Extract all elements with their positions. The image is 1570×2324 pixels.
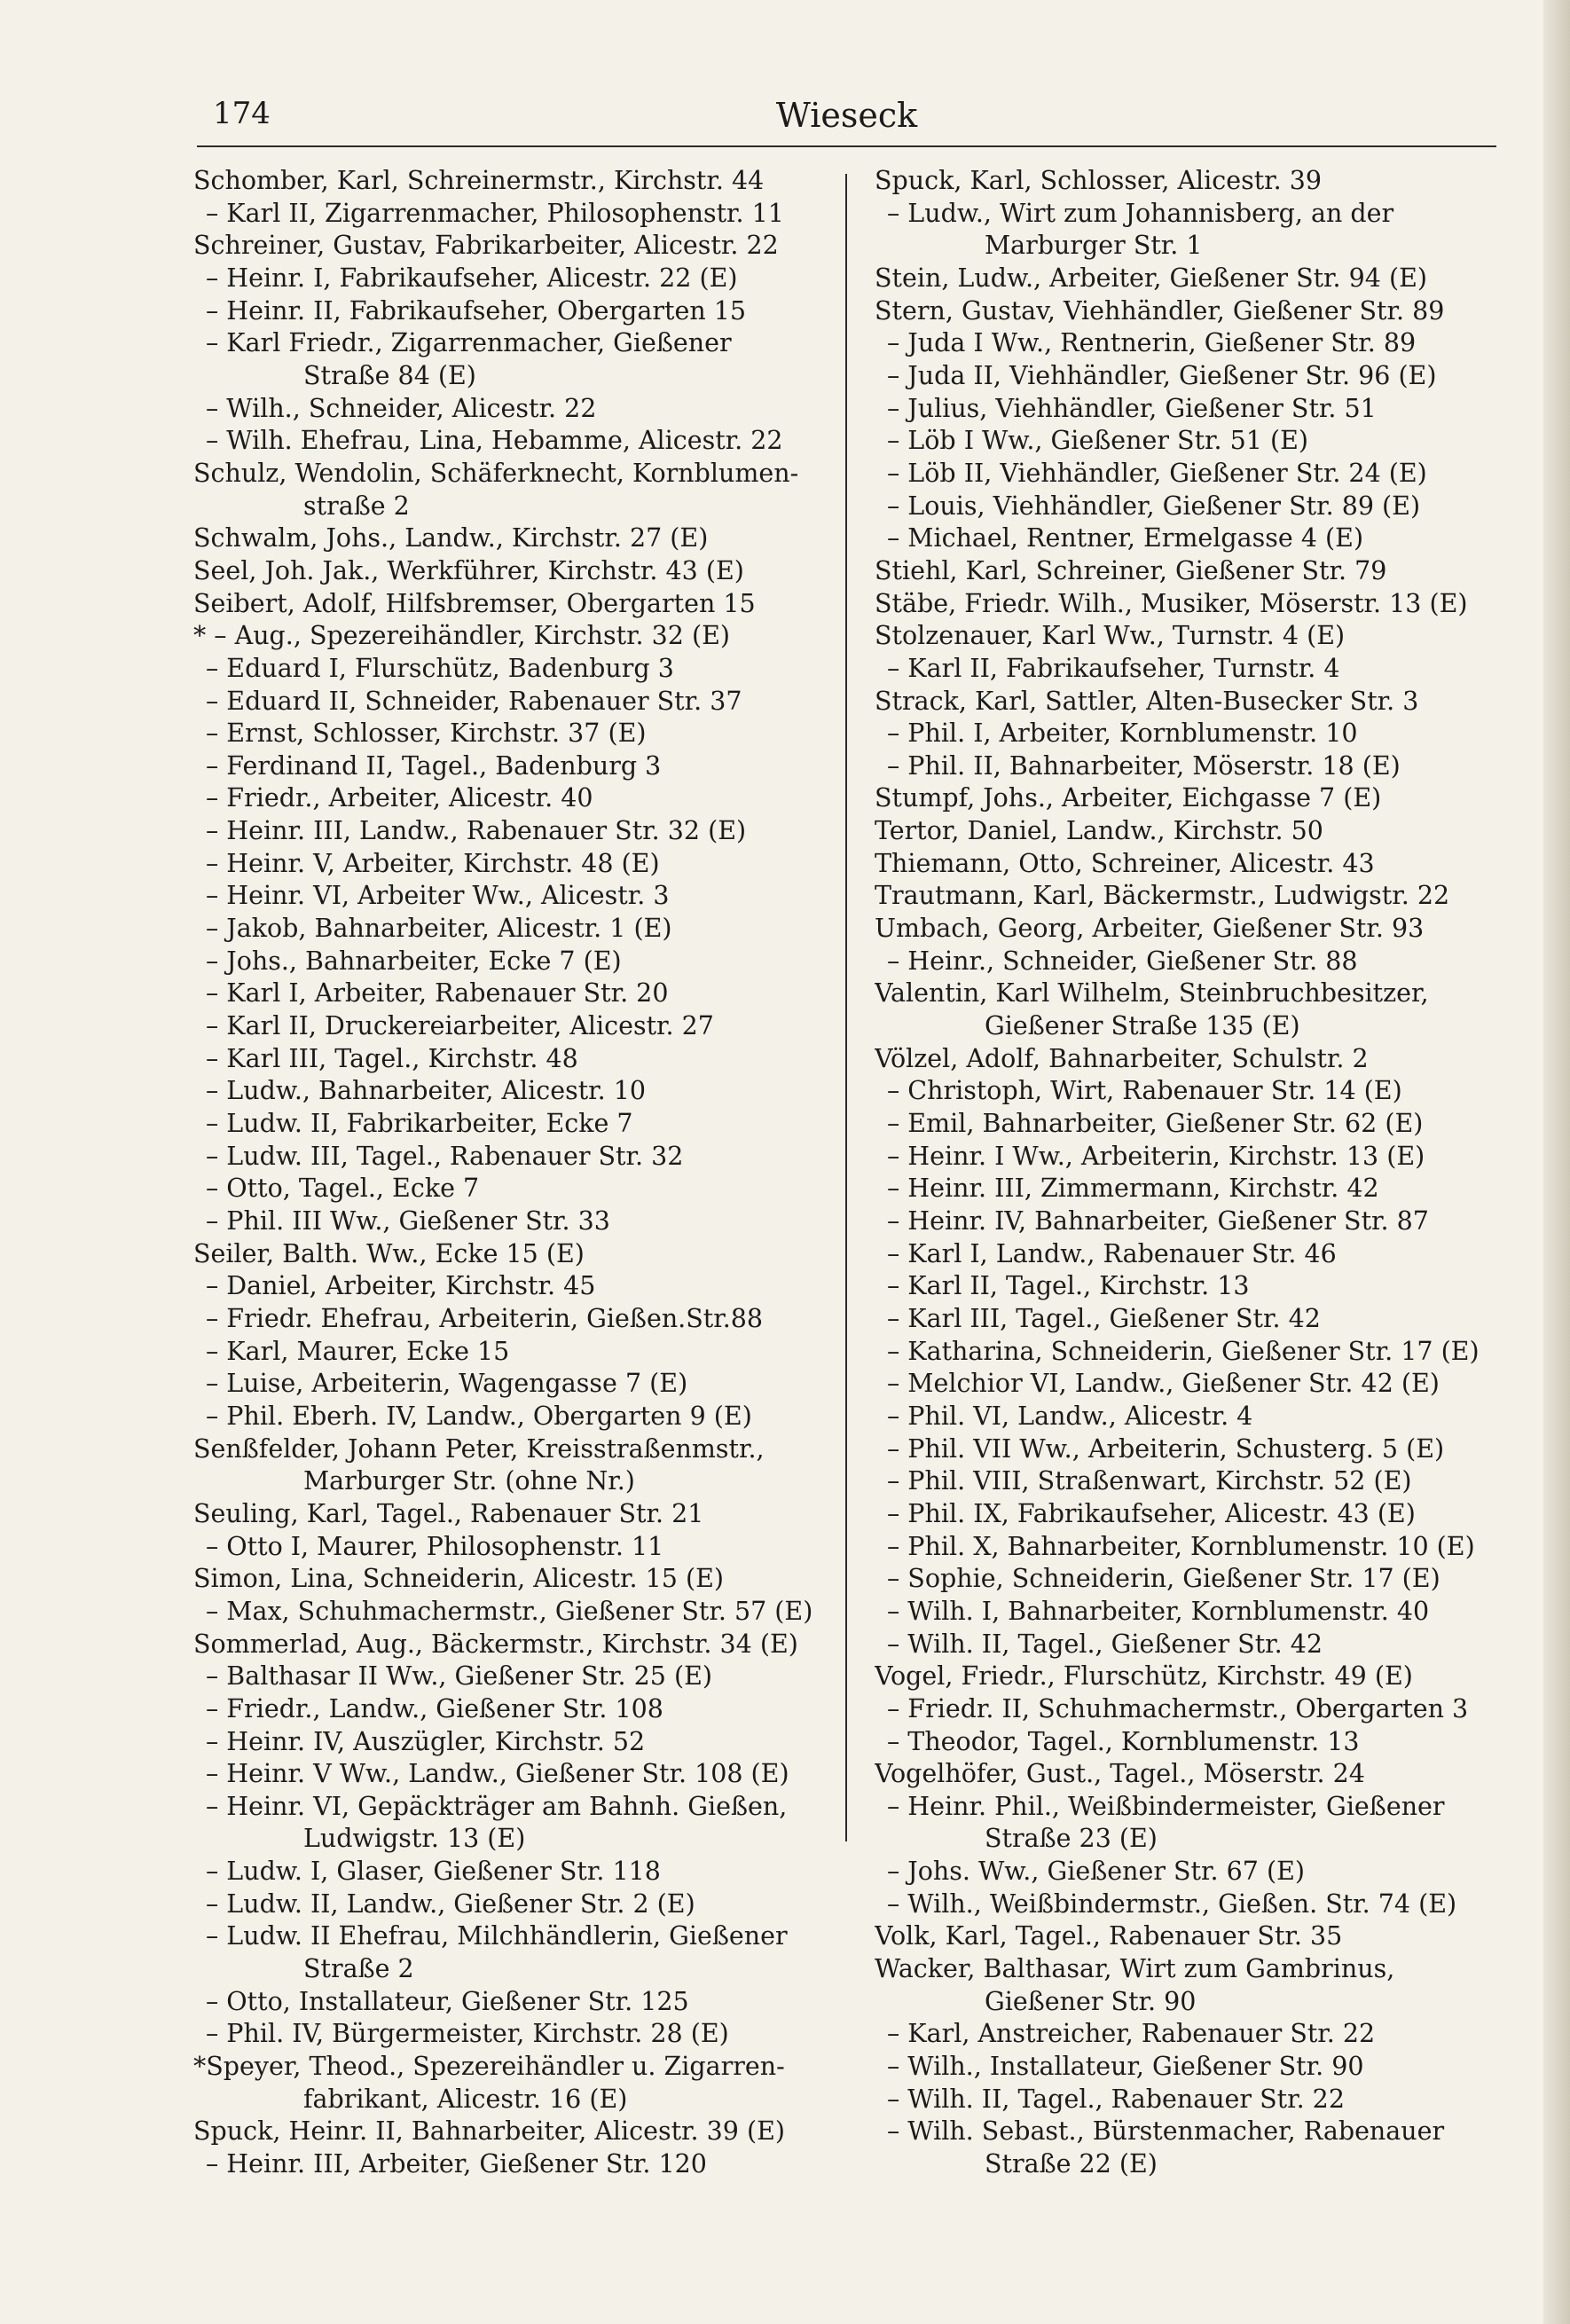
directory-entry: Simon, Lina, Schneiderin, Alicestr. 15 (E) [193,1564,724,1594]
directory-entry: – Karl III, Tagel., Kirchstr. 48 [206,1043,578,1073]
directory-entry: – Ernst, Schlosser, Kirchstr. 37 (E) [206,718,647,749]
directory-entry: – Daniel, Arbeiter, Kirchstr. 45 [206,1271,596,1301]
directory-entry: Vogelhöfer, Gust., Tagel., Möserstr. 24 [875,1759,1365,1789]
directory-entry: – Balthasar II Ww., Gießener Str. 25 (E) [206,1661,713,1692]
directory-entry: – Phil. Eberh. IV, Landw., Obergarten 9 (E) [206,1401,752,1431]
directory-entry: – Phil. VI, Landw., Alicestr. 4 [887,1401,1253,1431]
directory-entry: – Theodor, Tagel., Kornblumenstr. 13 [887,1726,1360,1756]
directory-entry: Stäbe, Friedr. Wilh., Musiker, Möserstr. 13 (E) [875,588,1468,618]
directory-entry: – Friedr., Landw., Gießener Str. 108 [206,1693,663,1723]
directory-entry: Stern, Gustav, Viehhändler, Gießener Str. 89 [875,295,1445,326]
directory-entry: Sommerlad, Aug., Bäckermstr., Kirchstr. 34 (E) [193,1629,798,1659]
directory-entry: – Michael, Rentner, Ermelgasse 4 (E) [887,523,1364,554]
directory-entry: – Heinr. V, Arbeiter, Kirchstr. 48 (E) [206,848,660,878]
directory-entry: – Ludw., Bahnarbeiter, Alicestr. 10 [206,1076,647,1106]
directory-entry: Vogel, Friedr., Flurschütz, Kirchstr. 49 (E) [875,1661,1413,1692]
directory-entry: Seel, Joh. Jak., Werkführer, Kirchstr. 43 (E) [193,555,744,585]
directory-entry: Wacker, Balthasar, Wirt zum Gambrinus, [875,1954,1395,1984]
directory-entry: – Jakob, Bahnarbeiter, Alicestr. 1 (E) [206,914,672,944]
directory-entry: Thiemann, Otto, Schreiner, Alicestr. 43 [875,848,1375,878]
directory-entry: – Phil. III Ww., Gießener Str. 33 [206,1206,610,1236]
directory-entry: – Ludw., Wirt zum Johannisberg, an der [887,198,1394,228]
directory-entry: – Max, Schuhmachermstr., Gießener Str. 57 (E) [206,1596,813,1626]
directory-entry: – Wilh. I, Bahnarbeiter, Kornblumenstr. 40 [887,1596,1430,1626]
directory-entry: Marburger Str. 1 [985,231,1203,261]
directory-entry: – Eduard I, Flurschütz, Badenburg 3 [206,653,674,683]
directory-entry: – Karl II, Fabrikaufseher, Turnstr. 4 [887,653,1340,683]
directory-entry: Straße 84 (E) [303,360,476,390]
directory-entry: – Heinr. III, Landw., Rabenauer Str. 32 (E) [206,816,747,846]
directory-entry: – Friedr., Arbeiter, Alicestr. 40 [206,783,593,813]
directory-entry: – Wilh. Ehefrau, Lina, Hebamme, Alicestr. 22 [206,426,783,456]
directory-entry: Trautmann, Karl, Bäckermstr., Ludwigstr. 22 [875,881,1450,911]
directory-entry: – Löb I Ww., Gießener Str. 51 (E) [887,426,1309,456]
directory-entry: – Juda II, Viehhändler, Gießener Str. 96 (E) [887,360,1437,390]
directory-entry: – Ludw. II, Landw., Gießener Str. 2 (E) [206,1888,695,1919]
running-head: Wieseck [775,96,918,135]
directory-entry: Gießener Str. 90 [985,1986,1197,2016]
directory-entry: – Ludw. II, Fabrikarbeiter, Ecke 7 [206,1109,633,1139]
directory-entry: – Karl I, Arbeiter, Rabenauer Str. 20 [206,978,669,1009]
directory-entry: Spuck, Karl, Schlosser, Alicestr. 39 [875,166,1323,195]
directory-entry: – Wilh. Sebast., Bürstenmacher, Rabenauer [887,2116,1445,2147]
directory-entry: – Löb II, Viehhändler, Gießener Str. 24 (E) [887,458,1427,488]
directory-entry: – Luise, Arbeiterin, Wagengasse 7 (E) [206,1369,688,1399]
directory-entry: – Heinr. VI, Gepäckträger am Bahnh. Gießen, [206,1791,788,1821]
directory-entry: – Julius, Viehhändler, Gießener Str. 51 [887,393,1377,423]
directory-entry: Valentin, Karl Wilhelm, Steinbruchbesitzer, [875,978,1429,1009]
directory-entry: – Sophie, Schneiderin, Gießener Str. 17 (E) [887,1564,1440,1594]
directory-entry: – Karl II, Druckereiarbeiter, Alicestr. 27 [206,1011,714,1041]
directory-entry: – Karl, Maurer, Ecke 15 [206,1336,510,1366]
directory-entry: Schwalm, Johs., Landw., Kirchstr. 27 (E) [193,523,709,554]
directory-entry: – Karl II, Zigarrenmacher, Philosophenstr. 11 [206,198,784,228]
directory-entry: – Wilh. II, Tagel., Rabenauer Str. 22 [887,2084,1345,2114]
directory-entry: – Ludw. I, Glaser, Gießener Str. 118 [206,1857,661,1887]
directory-entry: Stolzenauer, Karl Ww., Turnstr. 4 (E) [875,621,1346,651]
directory-entry: * – Aug., Spezereihändler, Kirchstr. 32 (E) [193,621,731,651]
directory-entry: Spuck, Heinr. II, Bahnarbeiter, Alicestr. 39 (E) [193,2116,786,2147]
directory-entry: Stiehl, Karl, Schreiner, Gießener Str. 79 [875,555,1387,585]
directory-entry: – Karl III, Tagel., Gießener Str. 42 [887,1303,1321,1333]
directory-entry: – Otto I, Maurer, Philosophenstr. 11 [206,1531,664,1561]
page-edge [1543,0,1570,2324]
directory-entry: – Karl II, Tagel., Kirchstr. 13 [887,1271,1250,1301]
directory-entry: – Heinr. I Ww., Arbeiterin, Kirchstr. 13 (E) [887,1141,1425,1171]
directory-entry: – Heinr. III, Zimmermann, Kirchstr. 42 [887,1174,1379,1204]
directory-entry: – Phil. VIII, Straßenwart, Kirchstr. 52 (E) [887,1466,1412,1496]
directory-entry: – Heinr. I, Fabrikaufseher, Alicestr. 22 (E) [206,263,738,293]
directory-entry: – Heinr. IV, Auszügler, Kirchstr. 52 [206,1726,646,1756]
header-rule [197,145,1496,147]
directory-entry: Umbach, Georg, Arbeiter, Gießener Str. 93 [875,914,1425,944]
directory-entry: – Heinr. II, Fabrikaufseher, Obergarten 15 [206,295,747,326]
directory-entry: Tertor, Daniel, Landw., Kirchstr. 50 [875,816,1323,846]
directory-entry: – Ferdinand II, Tagel., Badenburg 3 [206,750,662,781]
directory-entry: – Heinr., Schneider, Gießener Str. 88 [887,946,1358,976]
directory-entry: – Karl I, Landw., Rabenauer Str. 46 [887,1238,1337,1268]
directory-entry: Seibert, Adolf, Hilfsbremser, Obergarten 15 [193,588,756,618]
directory-entry: Gießener Straße 135 (E) [985,1011,1300,1041]
directory-entry: Seuling, Karl, Tagel., Rabenauer Str. 21 [193,1498,704,1528]
directory-entry: – Friedr. II, Schuhmachermstr., Obergarten 3 [887,1693,1469,1723]
directory-entry: *Speyer, Theod., Spezereihändler u. Zigarren- [193,2052,785,2082]
directory-entry: – Otto, Installateur, Gießener Str. 125 [206,1986,689,2016]
directory-entry: – Heinr. IV, Bahnarbeiter, Gießener Str. 87 [887,1206,1429,1236]
directory-entry: Volk, Karl, Tagel., Rabenauer Str. 35 [875,1921,1343,1951]
directory-entry: – Phil. IX, Fabrikaufseher, Alicestr. 43 (E) [887,1498,1416,1528]
directory-entry: – Ludw. III, Tagel., Rabenauer Str. 32 [206,1141,684,1171]
directory-entry: – Wilh., Installateur, Gießener Str. 90 [887,2052,1364,2082]
directory-entry: – Johs., Bahnarbeiter, Ecke 7 (E) [206,946,622,976]
directory-entry: Völzel, Adolf, Bahnarbeiter, Schulstr. 2 [875,1043,1369,1073]
directory-entry: – Heinr. III, Arbeiter, Gießener Str. 120 [206,2149,707,2179]
page-header [197,96,1496,158]
directory-entry: – Karl Friedr., Zigarrenmacher, Gießener [206,328,732,358]
directory-entry: Straße 2 [303,1954,414,1984]
directory-entry: – Heinr. V Ww., Landw., Gießener Str. 108 (E) [206,1759,789,1789]
directory-entry: Strack, Karl, Sattler, Alten-Busecker Str. 3 [875,686,1419,716]
directory-entry: – Heinr. VI, Arbeiter Ww., Alicestr. 3 [206,881,670,911]
directory-entry: Ludwigstr. 13 (E) [303,1824,526,1854]
directory-entry: Schomber, Karl, Schreinermstr., Kirchstr. 44 [193,166,765,195]
directory-entry: – Emil, Bahnarbeiter, Gießener Str. 62 (E) [887,1109,1424,1139]
directory-entry: Straße 23 (E) [985,1824,1158,1854]
directory-entry: fabrikant, Alicestr. 16 (E) [303,2084,628,2114]
directory-entry: Schulz, Wendolin, Schäferknecht, Kornblumen- [193,458,799,488]
directory-entry: – Heinr. Phil., Weißbindermeister, Gießener [887,1791,1445,1821]
directory-entry: – Wilh. II, Tagel., Gießener Str. 42 [887,1629,1323,1659]
directory-entry: – Christoph, Wirt, Rabenauer Str. 14 (E) [887,1076,1402,1106]
directory-entry: – Ludw. II Ehefrau, Milchhändlerin, Gießener [206,1921,788,1951]
directory-entry: Straße 22 (E) [985,2149,1158,2179]
directory-entry: Senßfelder, Johann Peter, Kreisstraßenmstr., [193,1433,765,1464]
directory-entry: Stumpf, Johs., Arbeiter, Eichgasse 7 (E) [875,783,1382,813]
directory-entry: – Karl, Anstreicher, Rabenauer Str. 22 [887,2019,1376,2049]
directory-entry: Stein, Ludw., Arbeiter, Gießener Str. 94 (E) [875,263,1428,293]
directory-entry: – Wilh., Schneider, Alicestr. 22 [206,393,597,423]
left-column [193,165,834,2181]
directory-entry: – Phil. X, Bahnarbeiter, Kornblumenstr. 10 (E) [887,1531,1475,1561]
directory-entry: – Juda I Ww., Rentnerin, Gießener Str. 89 [887,328,1417,358]
directory-entry: straße 2 [303,491,410,521]
column-divider [845,174,847,1841]
directory-entry: Schreiner, Gustav, Fabrikarbeiter, Alicestr. 22 [193,231,779,261]
directory-entry: – Phil. VII Ww., Arbeiterin, Schusterg. 5 (E) [887,1433,1445,1464]
directory-entry: – Otto, Tagel., Ecke 7 [206,1174,480,1204]
directory-entry: – Friedr. Ehefrau, Arbeiterin, Gießen.Str.88 [206,1303,764,1333]
directory-entry: – Eduard II, Schneider, Rabenauer Str. 37 [206,686,742,716]
directory-entry: – Louis, Viehhändler, Gießener Str. 89 (E) [887,491,1421,521]
directory-entry: – Phil. I, Arbeiter, Kornblumenstr. 10 [887,718,1358,749]
right-column [875,165,1495,2181]
directory-entry: – Johs. Ww., Gießener Str. 67 (E) [887,1857,1305,1887]
page-number: 174 [213,96,271,131]
directory-entry: Marburger Str. (ohne Nr.) [303,1466,635,1496]
directory-entry: – Phil. IV, Bürgermeister, Kirchstr. 28 (E) [206,2019,729,2049]
directory-entry: – Wilh., Weißbindermstr., Gießen. Str. 74 (E) [887,1888,1457,1919]
directory-entry: – Melchior VI, Landw., Gießener Str. 42 (E) [887,1369,1440,1399]
directory-entry: – Phil. II, Bahnarbeiter, Möserstr. 18 (E) [887,750,1401,781]
directory-entry: – Katharina, Schneiderin, Gießener Str. 17 (E) [887,1336,1480,1366]
directory-entry: Seiler, Balth. Ww., Ecke 15 (E) [193,1238,585,1268]
